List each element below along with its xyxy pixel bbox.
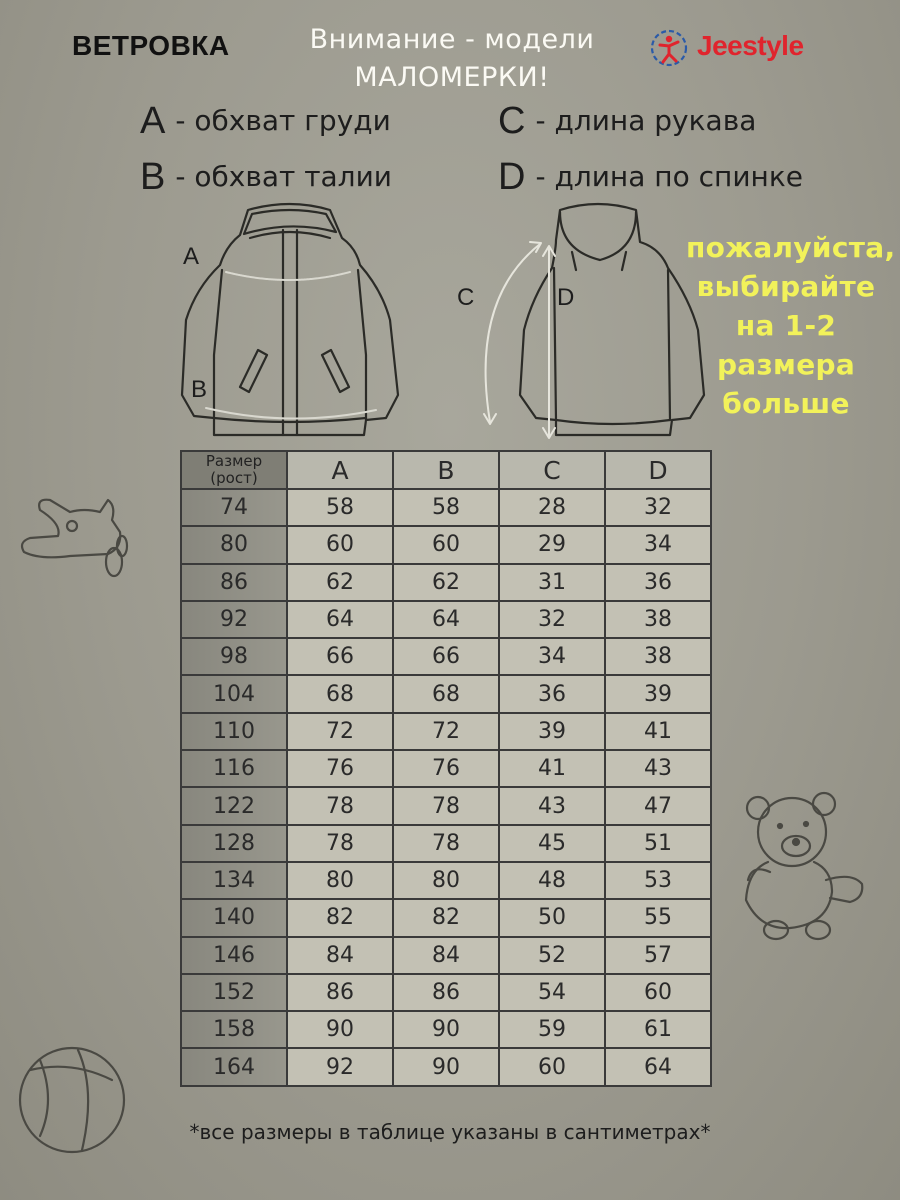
advice-line: на 1-2 <box>735 309 837 342</box>
measure-cell-d: 51 <box>605 825 711 862</box>
footnote: *все размеры в таблице указаны в сантиметрах* <box>189 1120 711 1144</box>
legend-a <box>140 100 391 143</box>
measure-cell-d: 39 <box>605 675 711 712</box>
measure-cell-b: 68 <box>393 675 499 712</box>
table-row <box>181 825 711 862</box>
measure-cell-d: 64 <box>605 1048 711 1085</box>
legend-b-text: - обхват талии <box>175 160 392 193</box>
header-a: A <box>287 451 393 489</box>
warning-line-1: Внимание - модели <box>309 24 595 55</box>
advice-line: больше <box>722 387 850 420</box>
size-cell: 98 <box>181 638 287 675</box>
measure-cell-c: 31 <box>499 564 605 601</box>
size-cell: 146 <box>181 937 287 974</box>
measure-cell-a: 72 <box>287 713 393 750</box>
measure-cell-a: 90 <box>287 1011 393 1048</box>
brand-name: Jeestyle <box>697 30 804 61</box>
measure-cell-a: 58 <box>287 489 393 526</box>
measure-cell-c: 29 <box>499 526 605 563</box>
table-row <box>181 638 711 675</box>
diagram-label-a: A <box>183 243 200 270</box>
measure-cell-d: 34 <box>605 526 711 563</box>
measure-cell-d: 57 <box>605 937 711 974</box>
measure-cell-d: 38 <box>605 601 711 638</box>
header-size <box>181 451 287 489</box>
measure-cell-c: 48 <box>499 862 605 899</box>
advice-line: пожалуйста, <box>686 231 896 264</box>
measure-cell-d: 38 <box>605 638 711 675</box>
header-d: D <box>605 451 711 489</box>
jacket-front-icon <box>182 204 398 435</box>
jacket-back-icon <box>484 204 704 438</box>
legend-b-letter: B <box>140 156 166 198</box>
measure-cell-d: 36 <box>605 564 711 601</box>
measure-cell-b: 58 <box>393 489 499 526</box>
table-row <box>181 899 711 936</box>
diagram-label-b: B <box>191 376 208 403</box>
measure-cell-b: 62 <box>393 564 499 601</box>
table-row <box>181 862 711 899</box>
size-cell: 164 <box>181 1048 287 1085</box>
measure-cell-a: 92 <box>287 1048 393 1085</box>
size-cell: 158 <box>181 1011 287 1048</box>
table-row <box>181 526 711 563</box>
warning-line-2: МАЛОМЕРКИ! <box>354 62 550 93</box>
measure-cell-a: 60 <box>287 526 393 563</box>
size-cell: 128 <box>181 825 287 862</box>
measure-cell-d: 41 <box>605 713 711 750</box>
legend-a-letter: A <box>140 100 166 142</box>
table-row <box>181 974 711 1011</box>
size-table <box>180 450 712 1087</box>
measure-cell-b: 72 <box>393 713 499 750</box>
measure-cell-c: 41 <box>499 750 605 787</box>
table-row <box>181 750 711 787</box>
table-row <box>181 489 711 526</box>
header-c: C <box>499 451 605 489</box>
header-size-line1: Размер <box>205 452 263 470</box>
measure-cell-a: 80 <box>287 862 393 899</box>
measure-cell-d: 60 <box>605 974 711 1011</box>
measure-cell-a: 78 <box>287 825 393 862</box>
page-title: ВЕТРОВКА <box>72 30 230 61</box>
legend-c-letter: C <box>498 100 526 142</box>
measure-cell-b: 66 <box>393 638 499 675</box>
legend-d-letter: D <box>498 156 526 198</box>
measure-cell-c: 36 <box>499 675 605 712</box>
header-b: B <box>393 451 499 489</box>
measure-cell-c: 43 <box>499 787 605 824</box>
measure-cell-d: 55 <box>605 899 711 936</box>
advice-line: выбирайте <box>696 270 876 303</box>
legend-a-text: - обхват груди <box>175 104 391 137</box>
size-cell: 134 <box>181 862 287 899</box>
measure-cell-b: 78 <box>393 787 499 824</box>
size-cell: 152 <box>181 974 287 1011</box>
measure-cell-a: 78 <box>287 787 393 824</box>
size-cell: 92 <box>181 601 287 638</box>
legend-d-text: - длина по спинке <box>535 160 803 193</box>
toy-airplane-icon <box>22 500 127 576</box>
measure-cell-b: 78 <box>393 825 499 862</box>
measure-cell-a: 68 <box>287 675 393 712</box>
header-size-line2: (рост) <box>210 469 258 487</box>
measure-cell-a: 82 <box>287 899 393 936</box>
measure-cell-d: 43 <box>605 750 711 787</box>
size-cell: 122 <box>181 787 287 824</box>
measure-cell-b: 60 <box>393 526 499 563</box>
size-cell: 116 <box>181 750 287 787</box>
size-cell: 104 <box>181 675 287 712</box>
measure-cell-c: 34 <box>499 638 605 675</box>
measure-cell-b: 90 <box>393 1011 499 1048</box>
measure-cell-b: 76 <box>393 750 499 787</box>
table-row <box>181 937 711 974</box>
measure-cell-b: 90 <box>393 1048 499 1085</box>
size-cell: 74 <box>181 489 287 526</box>
measure-cell-b: 80 <box>393 862 499 899</box>
measure-cell-b: 86 <box>393 974 499 1011</box>
diagram-label-c: C <box>457 284 475 311</box>
measure-cell-c: 28 <box>499 489 605 526</box>
table-row <box>181 713 711 750</box>
measure-cell-b: 82 <box>393 899 499 936</box>
measure-cell-b: 84 <box>393 937 499 974</box>
measure-cell-a: 76 <box>287 750 393 787</box>
measure-cell-a: 86 <box>287 974 393 1011</box>
legend-c-text: - длина рукава <box>535 104 757 137</box>
measure-cell-c: 39 <box>499 713 605 750</box>
measure-cell-d: 53 <box>605 862 711 899</box>
advice-line: размера <box>716 348 856 381</box>
table-row <box>181 1048 711 1085</box>
measure-cell-a: 66 <box>287 638 393 675</box>
table-row <box>181 601 711 638</box>
legend-c <box>498 100 756 143</box>
measure-cell-b: 64 <box>393 601 499 638</box>
teddy-bear-icon <box>746 793 862 939</box>
size-cell: 140 <box>181 899 287 936</box>
measure-cell-c: 50 <box>499 899 605 936</box>
measure-cell-c: 52 <box>499 937 605 974</box>
table-row <box>181 1011 711 1048</box>
diagram-label-d: D <box>557 284 575 311</box>
measure-cell-c: 59 <box>499 1011 605 1048</box>
measure-cell-d: 61 <box>605 1011 711 1048</box>
measure-cell-c: 60 <box>499 1048 605 1085</box>
measure-cell-c: 54 <box>499 974 605 1011</box>
table-row <box>181 787 711 824</box>
size-cell: 80 <box>181 526 287 563</box>
measure-cell-d: 32 <box>605 489 711 526</box>
measure-cell-a: 62 <box>287 564 393 601</box>
measure-cell-c: 32 <box>499 601 605 638</box>
measure-cell-c: 45 <box>499 825 605 862</box>
measure-cell-a: 64 <box>287 601 393 638</box>
size-cell: 110 <box>181 713 287 750</box>
table-row <box>181 564 711 601</box>
size-cell: 86 <box>181 564 287 601</box>
table-header-row <box>181 451 711 489</box>
measure-cell-d: 47 <box>605 787 711 824</box>
table-row <box>181 675 711 712</box>
size-advice <box>686 228 896 423</box>
measure-cell-a: 84 <box>287 937 393 974</box>
